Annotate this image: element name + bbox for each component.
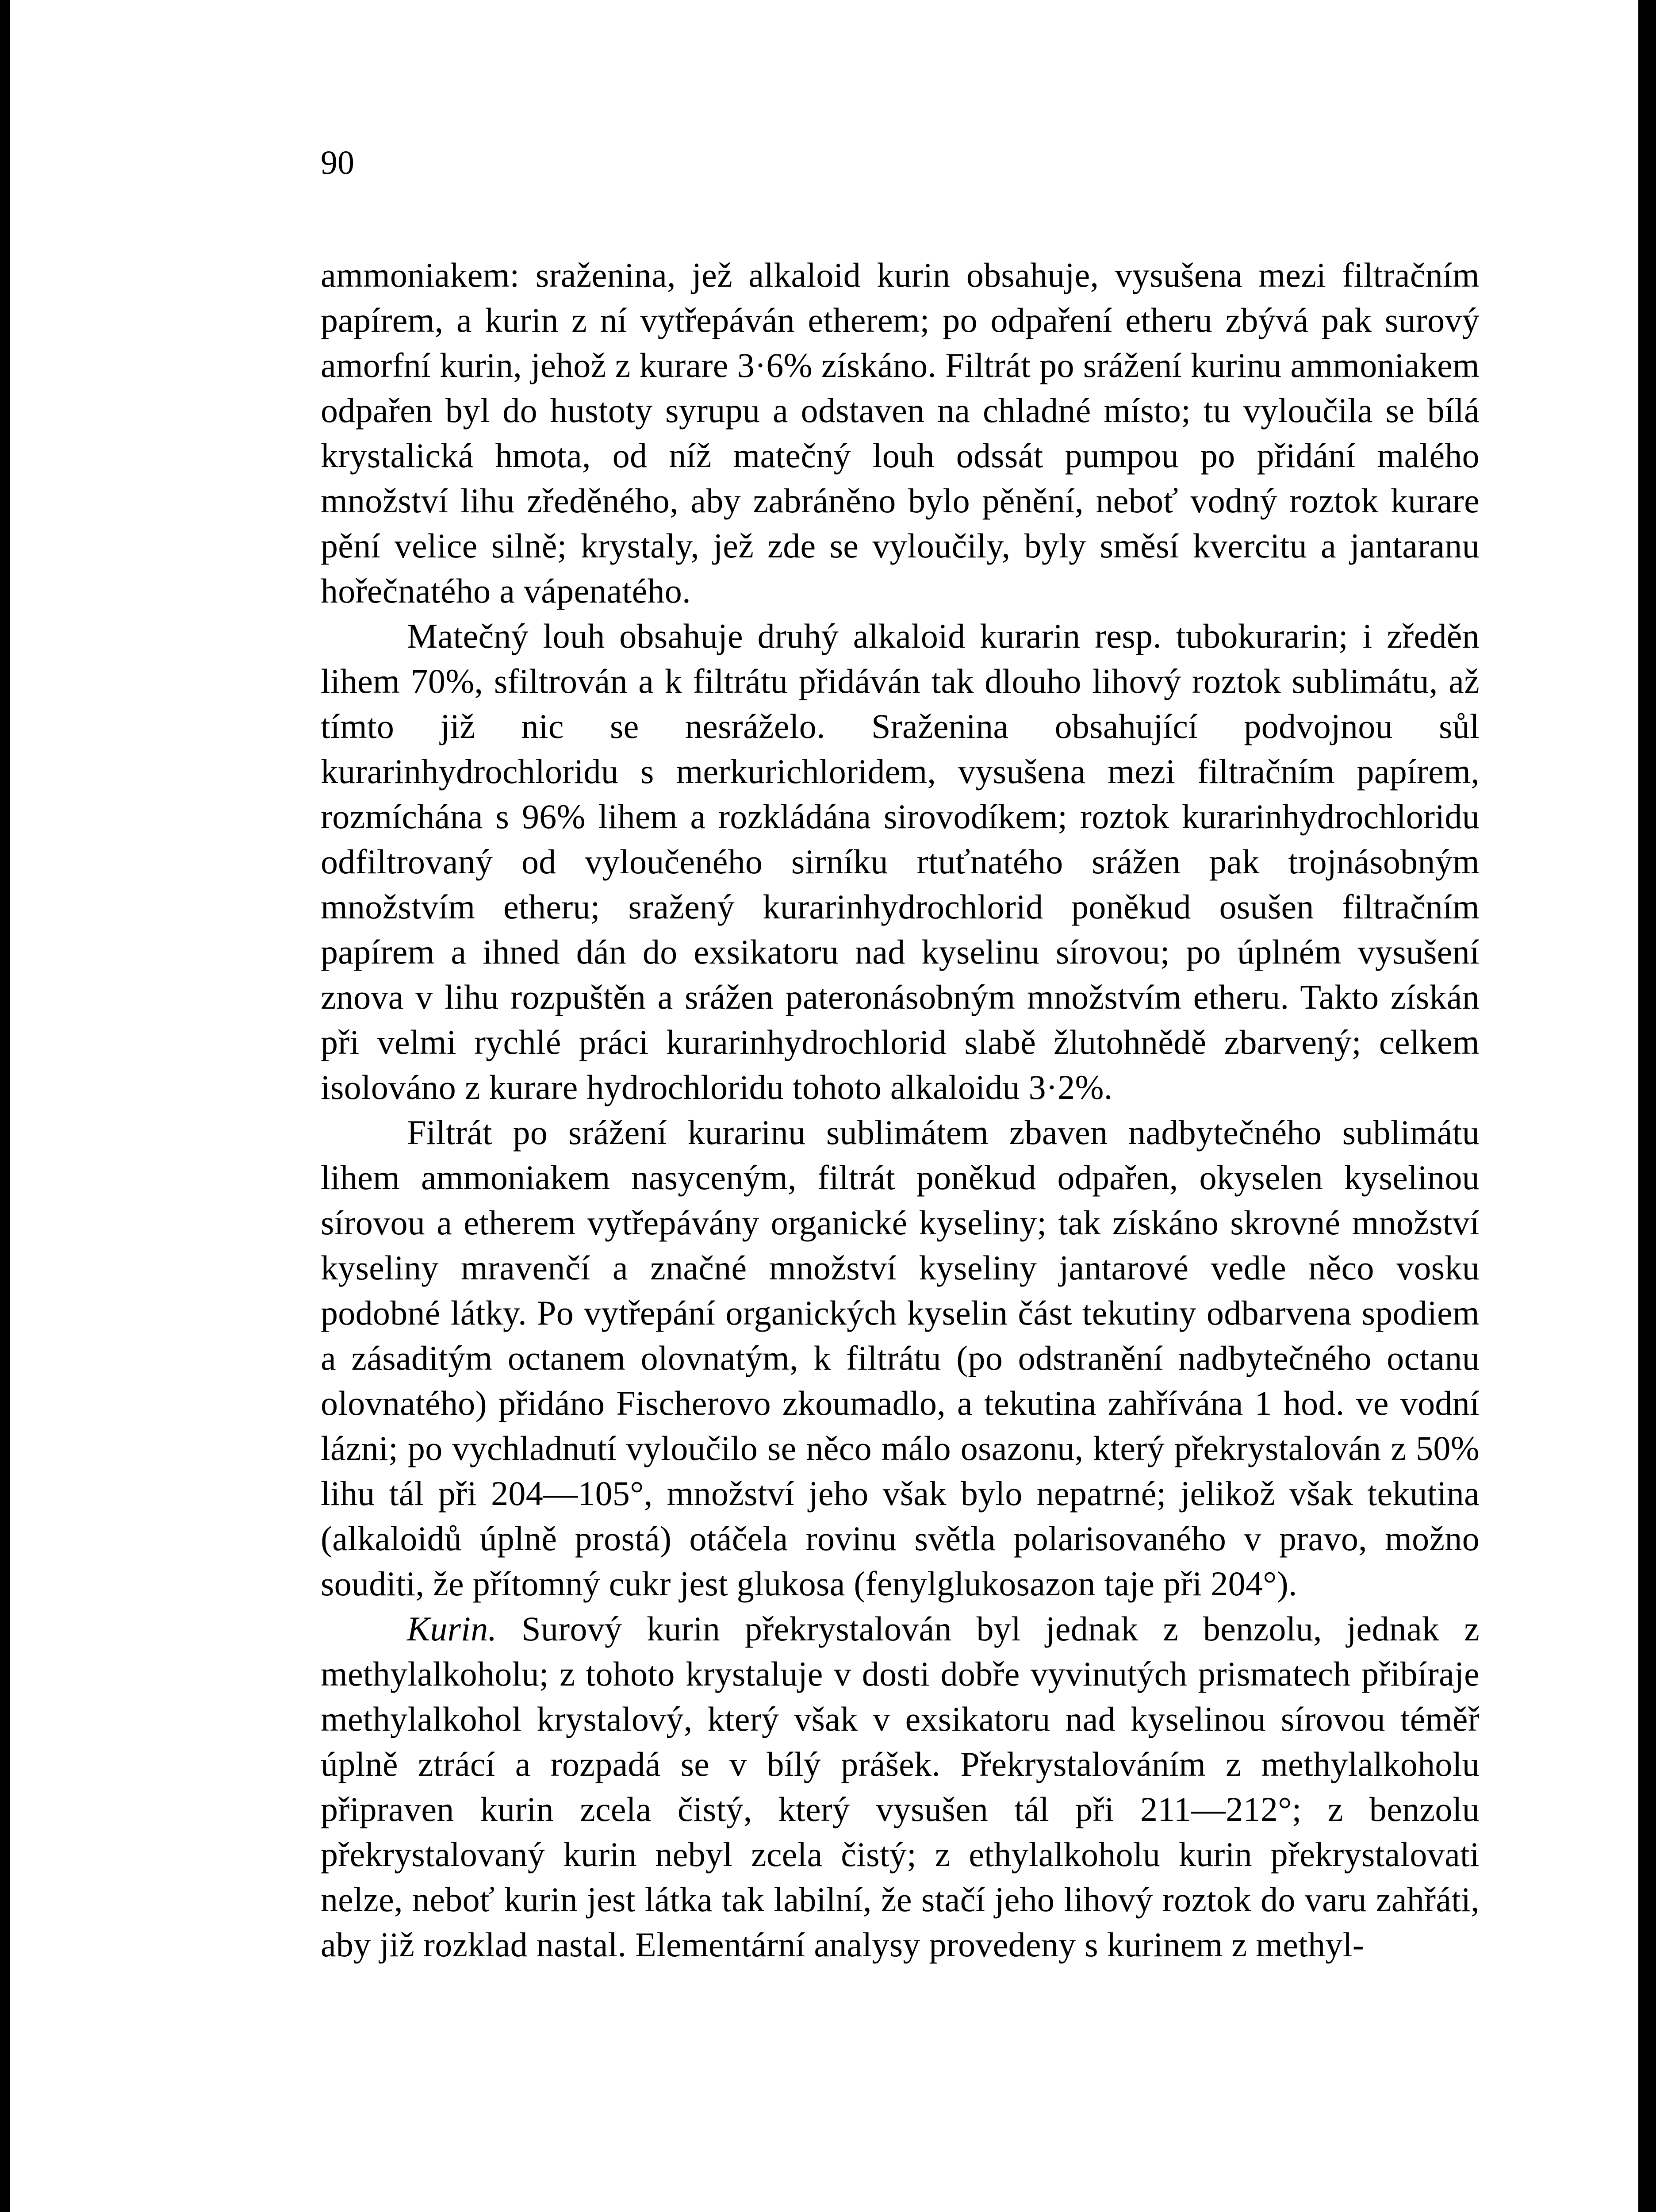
scan-border-right [1638,0,1656,2212]
paragraph-4 [321,1606,1480,1967]
paragraph-1: ammoniakem: sraženina, jež alkaloid kurin obsahuje, vysušena mezi filtračním papírem, a kurin z ní vytřepáván etherem; po odpaření etheru zbývá pak surový amorfní kurin, jehož z kurare 3·6% získáno. Filtrát po srážení kurinu ammoniakem odpařen byl do hustoty syrupu a odstaven na chladné místo; tu vyloučila se bílá krystalická hmota, od níž matečný louh odssát pumpou po přidání malého množství lihu zředěného, aby zabráněno bylo pěnění, neboť vodný roztok kurare pění velice silně; krystaly, jež zde se vyloučily, byly směsí kvercitu a jantaranu hořečnatého a vápenatého. [321,256,1480,610]
paragraph-3: Filtrát po srážení kurarinu sublimátem zbaven nadbytečného sublimátu lihem ammoniakem nasyceným, filtrát poněkud odpařen, okyselen kyselinou sírovou a etherem vytřepávány organické kyseliny; tak získáno skrovné množství kyseliny mravenčí a značné množství kyseliny jantarové vedle něco vosku podobné látky. Po vytřepání organických kyselin část tekutiny odbarvena spodiem a zásaditým octanem olovnatým, k filtrátu (po odstranění nadbytečného octanu olovnatého) přidáno Fischerovo zkoumadlo, a tekutina zahřívána 1 hod. ve vodní lázni; po vychladnutí vyloučilo se něco málo osazonu, který překrystalován z 50% lihu tál při 204—105°, množství jeho však bylo nepatrné; jelikož však tekutina (alkaloidů úplně prostá) otáčela rovinu světla polarisovaného v pravo, možno souditi, že přítomný cukr jest glukosa (fenylglukosazon taje při 204°). [321,1113,1480,1603]
scan-border-left [0,0,10,2212]
page-number: 90 [321,144,354,181]
document-page [321,146,1480,1967]
body-text [321,253,1480,1967]
paragraph-2: Matečný louh obsahuje druhý alkaloid kurarin resp. tubokurarin; i zředěn lihem 70%, sfiltrován a k filtrátu přidáván tak dlouho lihový roztok sublimátu, až tímto již nic se nesráželo. Sraženina obsahující podvojnou sůl kurarinhydrochloridu s merkurichloridem, vysušena mezi filtračním papírem, rozmíchána s 96% lihem a rozkládána sirovodíkem; roztok kurarinhydrochloridu odfiltrovaný od vyloučeného sirníku rtuťnatého srážen pak trojnásobným množstvím etheru; sražený kurarinhydrochlorid poněkud osušen filtračním papírem a ihned dán do exsikatoru nad kyselinu sírovou; po úplném vysušení znova v lihu rozpuštěn a srážen pateronásobným množstvím etheru. Takto získán při velmi rychlé práci kurarinhydrochlorid slabě žlutohnědě zbarvený; celkem isolováno z kurare hydrochloridu tohoto alkaloidu 3·2%. [321,617,1480,1106]
paragraph-4-text: Surový kurin překrystalován byl jednak z benzolu, jednak z methylalkoholu; z tohoto krystaluje v dosti dobře vyvinutých prismatech přibíraje methylalkohol krystalový, který však v exsikatoru nad kyselinou sírovou téměř úplně ztrácí a rozpadá se v bílý prášek. Překrystalováním z methylalkoholu připraven kurin zcela čistý, který vysušen tál při 211—212°; z benzolu překrystalovaný kurin nebyl zcela čistý; z ethylalkoholu kurin překrystalovati nelze, neboť kurin jest látka tak labilní, že stačí jeho lihový roztok do varu zahřáti, aby již rozklad nastal. Elementární analysy provedeny s kurinem z methyl- [321,1609,1480,1964]
section-lead-kurin: Kurin. [407,1609,497,1648]
